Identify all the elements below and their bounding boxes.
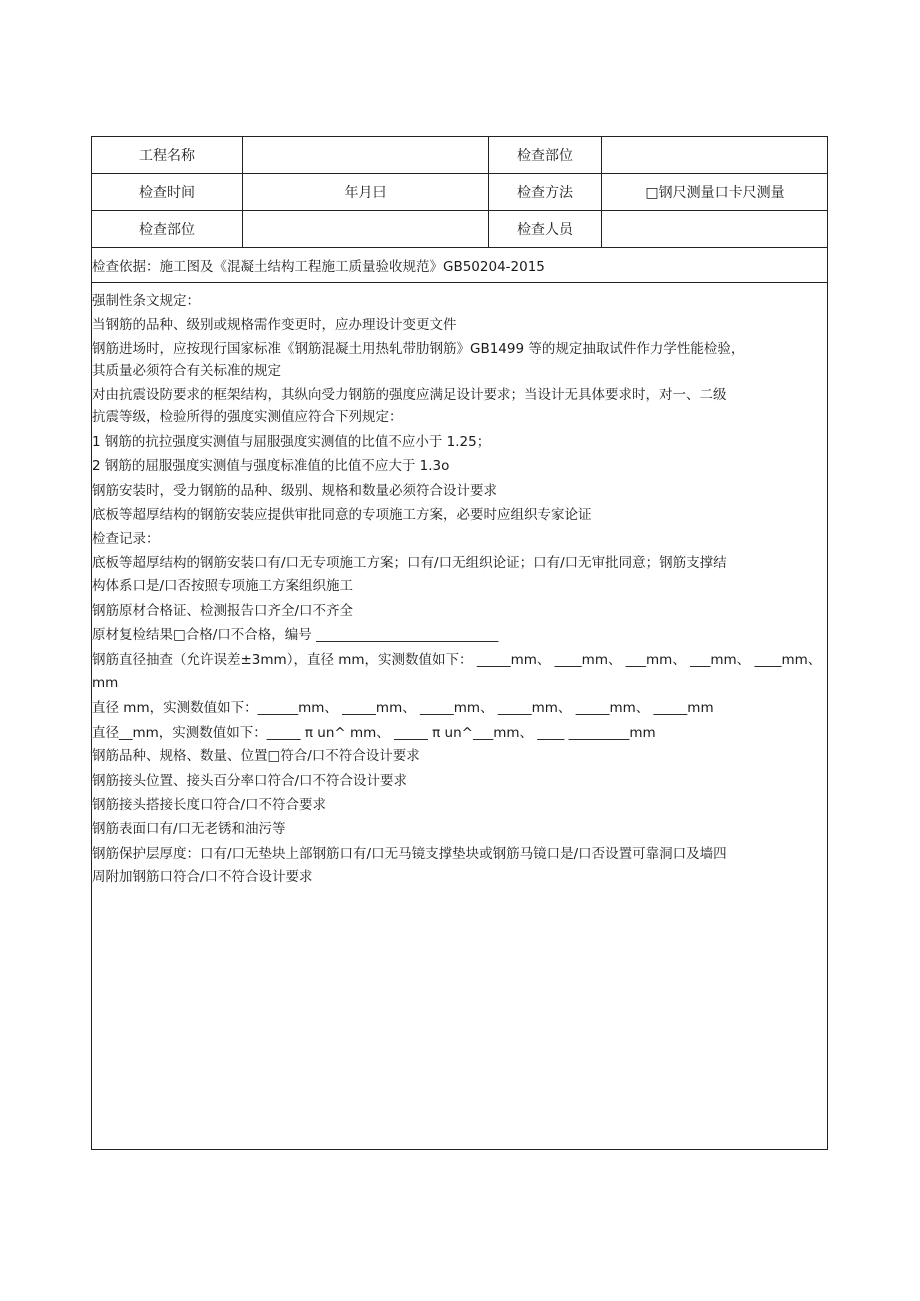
text-line: 当钢筋的品种、级别或规格需作变更时，应办理设计变更文件 xyxy=(92,317,457,333)
text-line: 钢筋原材合格证、检测报告口齐全/口不齐全 xyxy=(92,603,354,619)
text-line: 钢筋品种、规格、数量、位置□符合/口不符合设计要求 xyxy=(92,748,420,764)
text-line: 钢筋直径抽查（允许误差±3mm），直径 mm，实测数值如下： _____mm、 ____mm、 ___mm、 ___mm、 ____mm、 xyxy=(92,652,822,668)
text-line: 其质量必须符合有关标准的规定 xyxy=(92,363,281,379)
text-line: 对由抗震设防要求的框架结构，其纵向受力钢筋的强度应满足设计要求；当设计无具体要求时，对一、二级 xyxy=(92,387,727,403)
header-row-2 xyxy=(92,174,827,211)
text-line: 底板等超厚结构的钢筋安装口有/口无专项施工方案；口有/口无组织论证；口有/口无审批同意；钢筋支撑结 xyxy=(92,555,727,571)
inspect-time-field[interactable]: 年月曰 xyxy=(243,174,489,210)
inspect-time-label: 检查时间 xyxy=(92,174,243,210)
inspector-label: 检查人员 xyxy=(489,211,602,247)
text-line: 钢筋安装时，受力钢筋的品种、级别、规格和数量必须符合设计要求 xyxy=(92,483,497,499)
inspect-part-label: 检查部位 xyxy=(489,137,602,173)
inspect-part-field-2[interactable] xyxy=(243,211,489,247)
inspect-method-field[interactable]: □钢尺测量口卡尺测量 xyxy=(645,185,785,201)
text-line: 检查记录： xyxy=(92,531,160,547)
project-name-field[interactable] xyxy=(243,137,489,173)
text-line: 底板等超厚结构的钢筋安装应提供审批同意的专项施工方案，必要时应组织专家论证 xyxy=(92,507,592,523)
text-line: 钢筋接头位置、接头百分率口符合/口不符合设计要求 xyxy=(92,773,408,789)
inspection-form xyxy=(91,136,828,1150)
inspect-part-field[interactable] xyxy=(602,137,828,173)
text-line: 强制性条文规定： xyxy=(92,293,200,309)
project-name-label: 工程名称 xyxy=(92,137,243,173)
inspector-field[interactable] xyxy=(602,211,828,247)
inspect-part-label-2: 检查部位 xyxy=(92,211,243,247)
header-row-3 xyxy=(92,211,827,248)
text-line: 钢筋进场时，应按现行国家标准《钢筋混凝土用热轧带肋钢筋》GB1499 等的规定抽取试件作力学性能检验， xyxy=(92,341,745,357)
text-line: 直径__mm，实测数值如下：_____ π un^ mm、 _____ π un^___mm、 ____ _________mm xyxy=(92,725,656,741)
text-line: 周附加钢筋口符合/口不符合设计要求 xyxy=(92,869,313,885)
text-line: 原材复检结果□合格/口不合格，编号 ___________________________ xyxy=(92,627,499,643)
text-line: 2 钢筋的屈服强度实测值与强度标准值的比值不应大于 1.3o xyxy=(92,458,450,474)
text-line: 抗震等级，检验所得的强度实测值应符合下列规定： xyxy=(92,409,403,425)
header-row-1 xyxy=(92,137,827,174)
text-line: 钢筋表面口有/口无老锈和油污等 xyxy=(92,821,286,837)
text-line: 直径 mm，实测数值如下：______mm、 _____mm、 _____mm、 _____mm、 _____mm、 _____mm xyxy=(92,700,714,716)
text-line: 钢筋保护层厚度：口有/口无垫块上部钢筋口有/口无马镜支撑垫块或钢筋马镜口是/口否设置可靠洞口及墙四 xyxy=(92,846,727,862)
inspect-method-label: 检查方法 xyxy=(489,174,602,210)
text-line: mm xyxy=(92,675,119,691)
text-line: 1 钢筋的抗拉强度实测值与屈服强度实测值的比值不应小于 1.25； xyxy=(92,434,491,450)
text-line: 钢筋接头搭接长度口符合/口不符合要求 xyxy=(92,797,327,813)
inspection-basis: 检查依据：施工图及《混凝土结构工程施工质量验收规范》GB50204-2015 xyxy=(92,248,827,283)
text-line: 构体系口是/口否按照专项施工方案组织施工 xyxy=(92,578,354,594)
